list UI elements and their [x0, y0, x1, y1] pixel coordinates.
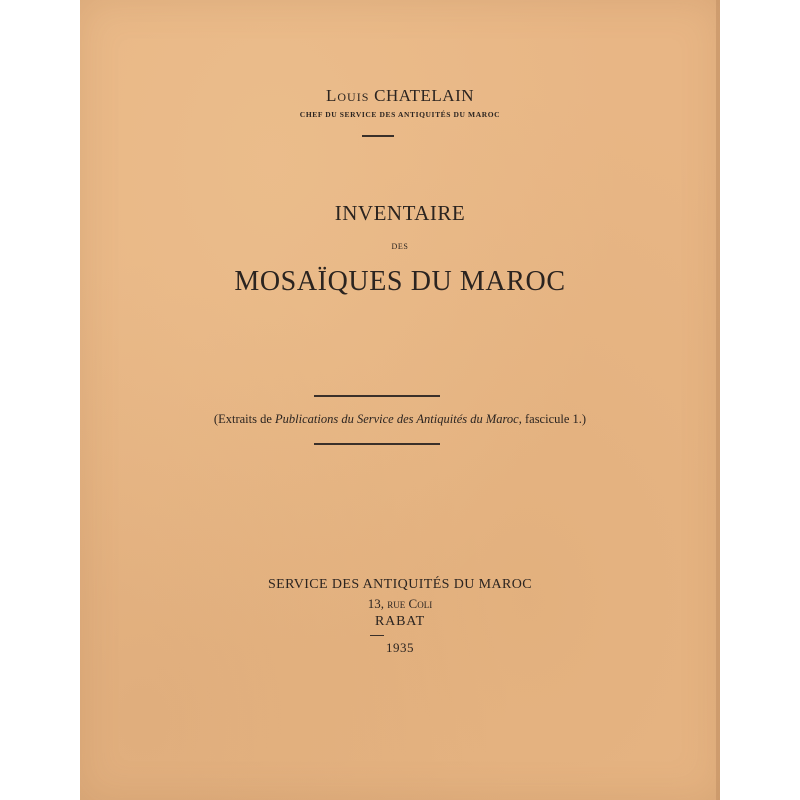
publication-year: 1935 — [386, 640, 414, 655]
title-line-2: DES — [391, 242, 409, 251]
author-last-name: CHATELAIN — [374, 86, 475, 105]
title-main: MOSAÏQUES DU MAROC — [234, 266, 566, 297]
street-number: 13, — [367, 596, 385, 611]
publisher-city: RABAT — [375, 614, 425, 629]
author-name — [80, 86, 720, 106]
publisher-address — [80, 596, 720, 612]
extract-note — [80, 412, 720, 427]
author-first-name: Louis — [325, 86, 370, 105]
author-role: CHEF DU SERVICE DES ANTIQUITÉS DU MAROC — [299, 110, 501, 119]
divider-extract-top — [314, 395, 440, 397]
document-cover — [80, 0, 720, 800]
divider-year — [370, 635, 384, 636]
divider-author — [362, 135, 394, 137]
street-type: rue — [387, 596, 406, 611]
extract-publication: Publications du Service des Antiquités du Maroc — [275, 412, 519, 426]
extract-prefix: (Extraits de — [213, 412, 276, 426]
street-name: Coli — [408, 596, 433, 611]
publisher-name: SERVICE DES ANTIQUITÉS DU MAROC — [267, 577, 533, 592]
extract-suffix: , fascicule 1.) — [518, 412, 587, 426]
title-line-1: INVENTAIRE — [334, 201, 466, 225]
divider-extract-bottom — [314, 443, 440, 445]
